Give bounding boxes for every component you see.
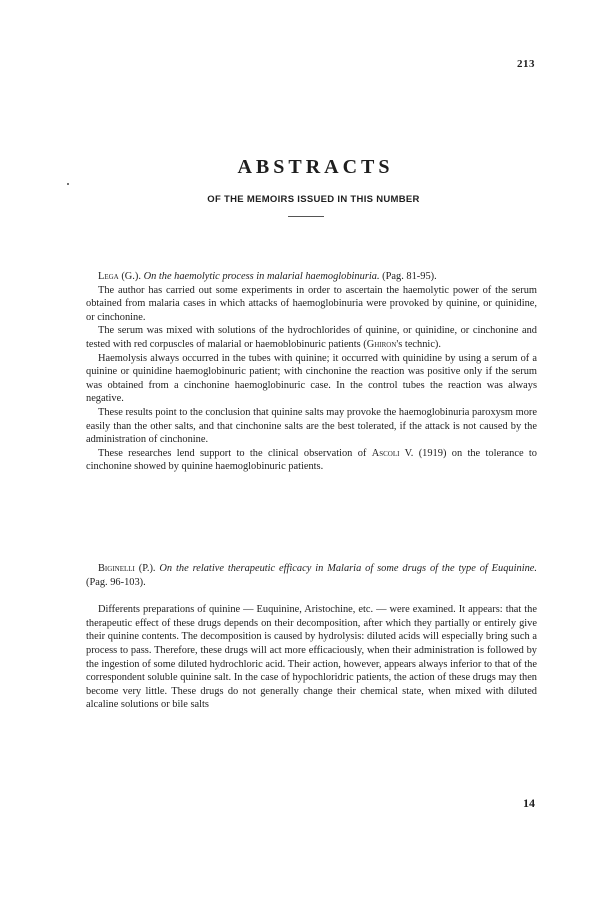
abstract-paragraph: These results point to the conclusion that quinine salts may provoke the haemoglobinuria paroxysm more easily than the other salts, and that cinchonine salts are the best tolerated, if the attack is not caused by the administration of cinchonine.: [86, 406, 537, 446]
paragraph-text: The serum was mixed with solutions of the hydrochlorides of quinine, or quinidine, or cinchonine and tested with red corpuscles of malarial or haemoblobinuric patients (: [86, 325, 537, 350]
abstract-paragraph: Haemolysis always occurred in the tubes with quinine; it occurred with quinidine by using a serum of a quinine or quinidine haemoglobinuric patient; with cinchonine the reaction was positive only if the serum was obtained from a cinchonine haemoglobinuric case. In the control tubes the reaction was always negative.: [86, 352, 537, 405]
abstract-heading: [86, 270, 537, 284]
abstract-title: On the relative therapeutic efficacy in Malaria of some drugs of the type of Euquinine.: [159, 563, 537, 574]
abstract-pages: (Pag. 81-95).: [382, 271, 437, 282]
abstract-lega: [86, 270, 537, 474]
abstract-paragraph: [86, 324, 537, 351]
paragraph-text: These researches lend support to the clinical observation of: [98, 447, 372, 459]
abstract-paragraph: Differents preparations of quinine — Euquinine, Aristochine, etc. — were examined. It appears: that the therapeutic effect of these drugs depends on their decomposition, after which they partially or entirely give their quinine contents. The decomposition is caused by hydrolysis: diluted acids will especially bring such a process to pass. Therefore, these drugs will act more efficaciously, when their administration is followed by the ingestion of some diluted hydrochloric acid. Their action, however, appears always inferior to that of the correspondent soluble quinine salt. In the case of hypochloridric patients, the action of these drugs may then become very little. These drugs do not generally change their chemical state, when mixed with diluted alcaline solutions or bile salts: [86, 604, 537, 711]
ink-speck: [67, 183, 69, 185]
paragraph-text: (1919) on the tolerance to cinchonine showed by quinine haemoglobinuric patients.: [86, 447, 538, 473]
cited-name: Ghiron: [366, 338, 397, 350]
title-divider: [288, 216, 324, 217]
paragraph-text: 's technic).: [396, 338, 441, 350]
abstract-paragraph: [86, 447, 537, 474]
abstract-title: On the haemolytic process in malarial haemoglobinuria.: [143, 271, 380, 282]
cited-name: Ascoli V.: [371, 447, 414, 459]
abstract-author: Biginelli (P.).: [98, 563, 156, 574]
abstract-heading: [86, 562, 537, 589]
abstract-paragraph: The author has carried out some experiments in order to ascertain the haemolytic power of the serum obtained from malaria cases in which attacks of haemoglobinuria were provoked by quinine, or quinidine, or cinchonine.: [86, 284, 537, 323]
signature-number: 14: [523, 796, 535, 810]
page-number: 213: [517, 58, 535, 70]
page-title: ABSTRACTS: [237, 156, 394, 178]
abstract-biginelli: [86, 562, 537, 712]
page-subtitle: OF THE MEMOIRS ISSUED IN THIS NUMBER: [207, 194, 420, 205]
abstract-author: Lega (G.).: [98, 271, 141, 282]
abstract-pages: (Pag. 96-103).: [86, 576, 146, 588]
